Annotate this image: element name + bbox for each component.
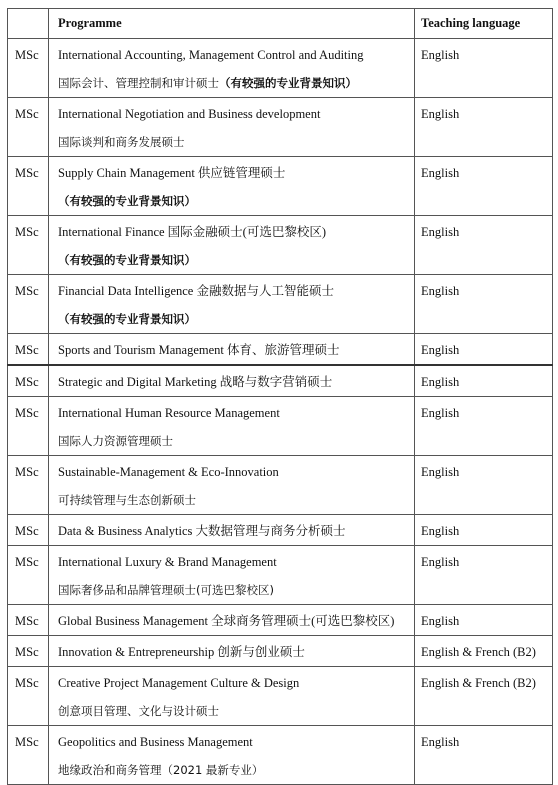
programme-second-line <box>58 486 414 514</box>
teaching-language-cell: English <box>415 39 553 98</box>
table-row <box>8 157 553 216</box>
programme-name: Innovation & Entrepreneurship 创新与创业硕士 <box>58 645 305 659</box>
table-row <box>8 636 553 667</box>
header-programme: Programme <box>49 9 415 39</box>
table-row <box>8 546 553 605</box>
teaching-language-cell: English <box>415 515 553 546</box>
programme-name: Data & Business Analytics 大数据管理与商务分析硕士 <box>58 524 346 538</box>
programme-second-line <box>58 756 414 784</box>
programme-chinese-name: 可持续管理与生态创新硕士 <box>58 493 196 507</box>
table-row <box>8 456 553 515</box>
programme-cell <box>49 157 415 216</box>
programme-name: International Human Resource Management <box>58 406 280 420</box>
programme-name: International Luxury & Brand Management <box>58 555 277 569</box>
table-body <box>8 39 553 785</box>
table-row <box>8 726 553 785</box>
programme-cell <box>49 334 415 366</box>
background-requirement-note: （有较强的专业背景知识） <box>58 312 196 326</box>
programme-name: Financial Data Intelligence 金融数据与人工智能硕士 <box>58 284 334 298</box>
programme-second-line <box>58 187 414 215</box>
degree-type-cell: MSc <box>8 216 49 275</box>
programme-second-line <box>58 128 414 156</box>
teaching-language-cell: English <box>415 605 553 636</box>
programme-chinese-name: 国际人力资源管理硕士 <box>58 434 173 448</box>
table-row <box>8 334 553 366</box>
degree-type-cell: MSc <box>8 546 49 605</box>
programme-name: Sports and Tourism Management 体育、旅游管理硕士 <box>58 343 340 357</box>
degree-type-cell: MSc <box>8 605 49 636</box>
programme-name: Creative Project Management Culture & Design <box>58 676 300 690</box>
teaching-language-cell: English <box>415 334 553 366</box>
degree-type-cell: MSc <box>8 365 49 397</box>
degree-type-cell: MSc <box>8 515 49 546</box>
programme-name: International Negotiation and Business development <box>58 107 321 121</box>
programme-chinese-name: 国际谈判和商务发展硕士 <box>58 135 185 149</box>
teaching-language-cell: English <box>415 98 553 157</box>
background-requirement-note: （有较强的专业背景知识） <box>219 76 357 90</box>
degree-type-cell: MSc <box>8 275 49 334</box>
teaching-language-cell: English <box>415 726 553 785</box>
teaching-language-cell: English <box>415 275 553 334</box>
table-row <box>8 39 553 98</box>
teaching-language-cell: English <box>415 397 553 456</box>
programme-name: Strategic and Digital Marketing 战略与数字营销硕士 <box>58 375 333 389</box>
table-row <box>8 216 553 275</box>
teaching-language-cell: English & French (B2) <box>415 636 553 667</box>
programme-second-line <box>58 576 414 604</box>
degree-type-cell: MSc <box>8 667 49 726</box>
background-requirement-note: （有较强的专业背景知识） <box>58 194 196 208</box>
programme-name: Geopolitics and Business Management <box>58 735 253 749</box>
teaching-language-cell: English & French (B2) <box>415 667 553 726</box>
programme-chinese-name: 创意项目管理、文化与设计硕士 <box>58 704 219 718</box>
programme-cell <box>49 456 415 515</box>
programme-second-line <box>58 697 414 725</box>
programme-second-line <box>58 246 414 274</box>
degree-type-cell: MSc <box>8 456 49 515</box>
degree-type-cell: MSc <box>8 98 49 157</box>
programme-second-line <box>58 427 414 455</box>
programme-cell <box>49 667 415 726</box>
teaching-language-cell: English <box>415 456 553 515</box>
programme-cell <box>49 98 415 157</box>
programme-cell <box>49 365 415 397</box>
header-row <box>8 9 553 39</box>
programme-chinese-name: 国际奢侈品和品牌管理硕士(可选巴黎校区) <box>58 583 274 597</box>
programme-second-line <box>58 305 414 333</box>
table-row <box>8 667 553 726</box>
table-row <box>8 397 553 456</box>
table-row <box>8 275 553 334</box>
programme-name: Global Business Management 全球商务管理硕士(可选巴黎校区) <box>58 614 395 628</box>
table-row <box>8 605 553 636</box>
background-requirement-note: （有较强的专业背景知识） <box>58 253 196 267</box>
programme-cell <box>49 636 415 667</box>
teaching-language-cell: English <box>415 157 553 216</box>
header-language: Teaching language <box>415 9 553 39</box>
degree-type-cell: MSc <box>8 636 49 667</box>
table-row <box>8 515 553 546</box>
degree-type-cell: MSc <box>8 39 49 98</box>
programme-cell <box>49 216 415 275</box>
programme-table <box>7 8 553 785</box>
programme-cell <box>49 275 415 334</box>
programme-name: Supply Chain Management 供应链管理硕士 <box>58 166 286 180</box>
programme-chinese-name: 国际会计、管理控制和审计硕士 <box>58 76 219 90</box>
programme-chinese-name: 地缘政治和商务管理（2021 最新专业） <box>58 763 264 777</box>
teaching-language-cell: English <box>415 216 553 275</box>
programme-cell <box>49 546 415 605</box>
degree-type-cell: MSc <box>8 334 49 366</box>
degree-type-cell: MSc <box>8 726 49 785</box>
degree-type-cell: MSc <box>8 157 49 216</box>
programme-cell <box>49 397 415 456</box>
header-type <box>8 9 49 39</box>
programme-name: International Accounting, Management Control and Auditing <box>58 48 364 62</box>
teaching-language-cell: English <box>415 546 553 605</box>
teaching-language-cell: English <box>415 365 553 397</box>
programme-name: Sustainable-Management & Eco-Innovation <box>58 465 279 479</box>
programme-cell <box>49 39 415 98</box>
table-row <box>8 365 553 397</box>
programme-cell <box>49 605 415 636</box>
programme-cell <box>49 726 415 785</box>
degree-type-cell: MSc <box>8 397 49 456</box>
programme-name: International Finance 国际金融硕士(可选巴黎校区) <box>58 225 327 239</box>
table-row <box>8 98 553 157</box>
programme-second-line <box>58 69 414 97</box>
programme-cell <box>49 515 415 546</box>
